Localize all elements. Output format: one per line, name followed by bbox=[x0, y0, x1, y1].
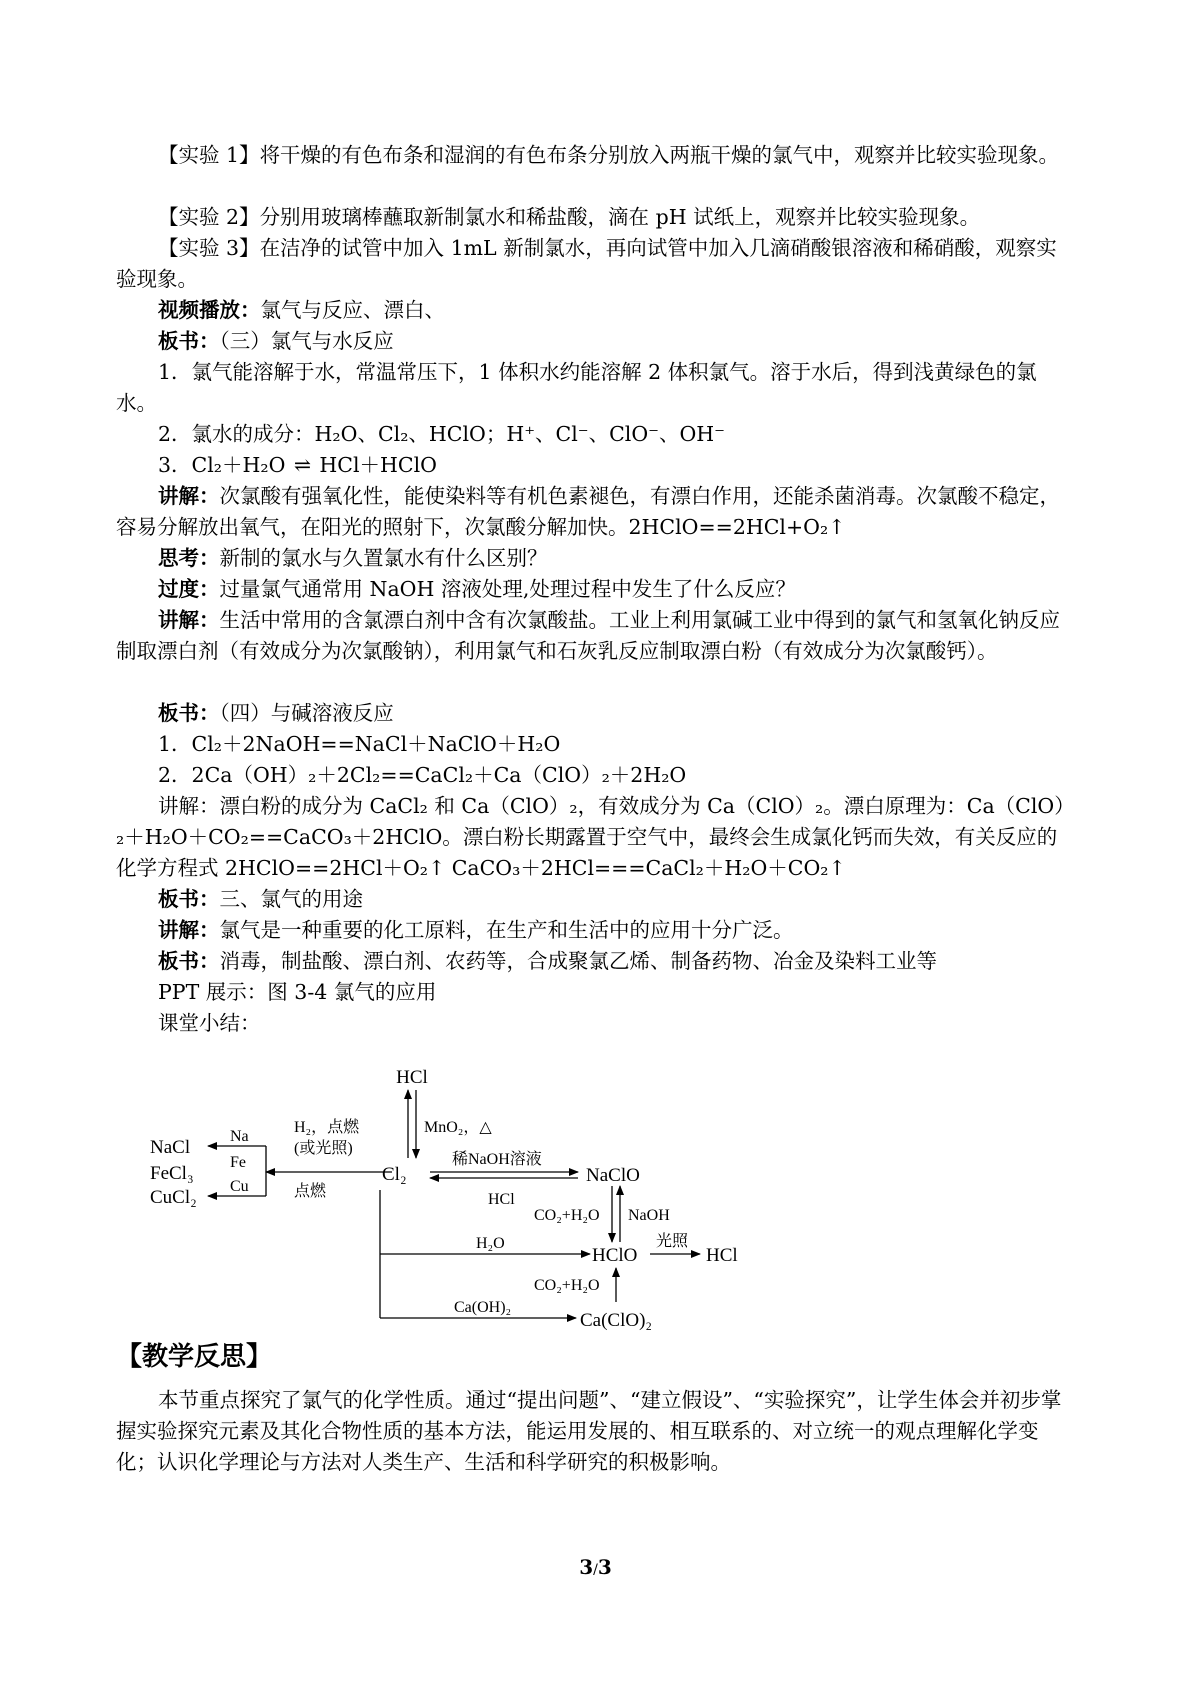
hcl-top-label: HCl bbox=[396, 1067, 428, 1088]
hclo-label: HClO bbox=[592, 1245, 638, 1266]
board-line-3 bbox=[116, 884, 1118, 915]
item-3-eq-left: Cl₂＋H₂O bbox=[191, 453, 286, 477]
summary-line: 课堂小结： bbox=[158, 1011, 261, 1035]
item-3-prefix: 3． bbox=[158, 453, 192, 477]
experiment-2 bbox=[116, 202, 1118, 233]
naclo-label: NaClO bbox=[586, 1165, 640, 1186]
explain-1-label: 讲解： bbox=[158, 484, 220, 508]
transition-label: 过度： bbox=[158, 577, 220, 601]
explain-1 bbox=[116, 481, 1076, 543]
reflection-text: 本节重点探究了氯气的化学性质。通过“提出问题”、“建立假设”、“实验探究”，让学生体会并初步掌握实验探究元素及其化合物性质的基本方法，能运用发展的、相互联系的、对立统一的观点理解化学变化；认识化学理论与方法对人类生产、生活和科学研究的积极影响。 bbox=[116, 1388, 1062, 1474]
transition-text: 过量氯气通常用 NaOH 溶液处理,处理过程中发生了什么反应？ bbox=[219, 577, 796, 601]
cl2-label: Cl₂ bbox=[382, 1164, 407, 1185]
item-2-prefix: 2．氯水的成分： bbox=[158, 422, 315, 446]
item-3-eq-right: HCl＋HClO bbox=[319, 453, 437, 477]
board-text-1: （三）氯气与水反应 bbox=[219, 329, 394, 353]
item-1: 1．氯气能溶解于水，常温常压下，1 体积水约能溶解 2 体积氯气。溶于水后，得到浅黄绿色的氯水。 bbox=[116, 360, 1037, 415]
board-line-1 bbox=[116, 326, 1118, 357]
explain-2-text: 生活中常用的含氯漂白剂中含有次氯酸盐。工业上利用氯碱工业中得到的氯气和氢氧化钠反应制取漂白剂（有效成分为次氯酸钠），利用氯气和石灰乳反应制取漂白粉（有效成分为次氯酸钙）。 bbox=[116, 608, 1060, 663]
na-reagent-label: Na bbox=[230, 1128, 249, 1145]
dilute-naoh-label: 稀NaOH溶液 bbox=[452, 1151, 542, 1168]
equation-2: 2．2Ca（OH）₂＋2Cl₂==CaCl₂＋Ca（ClO）₂＋2H₂O bbox=[158, 763, 687, 787]
hcl-back-label: HCl bbox=[488, 1191, 515, 1208]
think-text: 新制的氯水与久置氯水有什么区别？ bbox=[219, 546, 548, 570]
or-light-label: (或光照) bbox=[294, 1140, 353, 1157]
co2-h2o-2-label: CO₂+H₂O bbox=[534, 1277, 600, 1294]
experiment-2-label: 【实验 2】 bbox=[158, 205, 260, 229]
cu-reagent-label: Cu bbox=[230, 1178, 249, 1195]
chlorine-reaction-diagram bbox=[150, 1064, 830, 1331]
board-text-3: 三、氯气的用途 bbox=[219, 887, 363, 911]
explain-4-label: 讲解： bbox=[158, 918, 220, 942]
experiment-3-label: 【实验 3】 bbox=[158, 236, 260, 260]
think-label: 思考： bbox=[158, 546, 220, 570]
board-label-4: 板书： bbox=[158, 949, 220, 973]
hcl-right-label: HCl bbox=[706, 1245, 738, 1266]
page-number bbox=[0, 1555, 1191, 1579]
video-line bbox=[116, 295, 1118, 326]
h2-ignite-label: H₂，点燃 bbox=[294, 1119, 360, 1136]
experiment-3 bbox=[116, 233, 1076, 295]
reversible-arrow-icon: ⇌ bbox=[293, 453, 312, 477]
experiment-3-text: 在洁净的试管中加入 1mL 新制氯水，再向试管中加入几滴硝酸银溶液和稀硝酸，观察实验现象。 bbox=[116, 236, 1057, 291]
h2o-label: H₂O bbox=[476, 1235, 505, 1252]
video-label: 视频播放： bbox=[158, 298, 261, 322]
explain-4 bbox=[116, 915, 1118, 946]
fecl3-label: FeCl₃ bbox=[150, 1163, 194, 1184]
ppt-line: PPT 展示：图 3-4 氯气的应用 bbox=[158, 980, 437, 1004]
item-2-text: H₂O、Cl₂、HClO；H⁺、Cl⁻、ClO⁻、OH⁻ bbox=[314, 422, 725, 446]
cucl2-label: CuCl₂ bbox=[150, 1187, 197, 1208]
item-3 bbox=[116, 450, 1118, 481]
page-current: 3 bbox=[579, 1555, 594, 1579]
experiment-1-label: 【实验 1】 bbox=[158, 143, 260, 167]
page-total: 3 bbox=[597, 1555, 612, 1579]
think-line bbox=[116, 543, 1118, 574]
co2-h2o-1-label: CO₂+H₂O bbox=[534, 1207, 600, 1224]
light-label: 光照 bbox=[656, 1233, 689, 1250]
explain-1-text: 次氯酸有强氧化性，能使染料等有机色素褪色，有漂白作用，还能杀菌消毒。次氯酸不稳定，容易分解放出氧气，在阳光的照射下，次氯酸分解加快。2HClO==2HCl+O₂↑ bbox=[116, 484, 1060, 539]
reflection-title: 【教学反思】 bbox=[116, 1342, 273, 1372]
video-text: 氯气与反应、漂白、 bbox=[260, 298, 445, 322]
naoh-label: NaOH bbox=[628, 1207, 670, 1224]
caclo2-label: Ca(ClO)₂ bbox=[580, 1310, 653, 1331]
equation-1: 1．Cl₂＋2NaOH==NaCl＋NaClO＋H₂O bbox=[158, 732, 561, 756]
explain-3: 讲解：漂白粉的成分为 CaCl₂ 和 Ca（ClO）₂，有效成分为 Ca（ClO）₂。漂白原理为：Ca（ClO）₂＋H₂O＋CO₂==CaCO₃＋2HClO。漂白粉长期露置于空气中，最终会生成氯化钙而失效，有关反应的化学方程式 2HClO==2HCl＋O₂↑ CaCO₃＋2HCl===CaCl₂＋H₂O＋CO₂↑ bbox=[116, 794, 1075, 880]
board-text-2: （四）与碱溶液反应 bbox=[219, 701, 394, 725]
item-2 bbox=[116, 419, 1118, 450]
transition-line bbox=[116, 574, 1118, 605]
page-separator: / bbox=[593, 1562, 598, 1578]
nacl-label: NaCl bbox=[150, 1137, 191, 1158]
board-line-4 bbox=[116, 946, 1118, 977]
experiment-1 bbox=[116, 140, 1076, 171]
mno2-label: MnO₂，△ bbox=[424, 1119, 492, 1136]
fe-reagent-label: Fe bbox=[230, 1154, 246, 1171]
experiment-1-text: 将干燥的有色布条和湿润的有色布条分别放入两瓶干燥的氯气中，观察并比较实验现象。 bbox=[259, 143, 1060, 167]
caoh2-label: Ca(OH)₂ bbox=[454, 1299, 512, 1316]
explain-2-label: 讲解： bbox=[158, 608, 220, 632]
explain-4-text: 氯气是一种重要的化工原料，在生产和生活中的应用十分广泛。 bbox=[219, 918, 794, 942]
ignite-label: 点燃 bbox=[294, 1183, 327, 1200]
board-line-2 bbox=[116, 698, 1118, 729]
experiment-2-text-a: 分别用玻璃棒蘸取新制氯水和稀盐酸，滴在 bbox=[259, 205, 656, 229]
experiment-2-ph: pH bbox=[655, 205, 687, 229]
explain-2 bbox=[116, 605, 1076, 667]
board-label-1: 板书： bbox=[158, 329, 220, 353]
experiment-2-text-b: 试纸上，观察并比较实验现象。 bbox=[686, 205, 981, 229]
board-text-4: 消毒，制盐酸、漂白剂、农药等，合成聚氯乙烯、制备药物、冶金及染料工业等 bbox=[219, 949, 937, 973]
board-label-2: 板书： bbox=[158, 701, 220, 725]
board-label-3: 板书： bbox=[158, 887, 220, 911]
